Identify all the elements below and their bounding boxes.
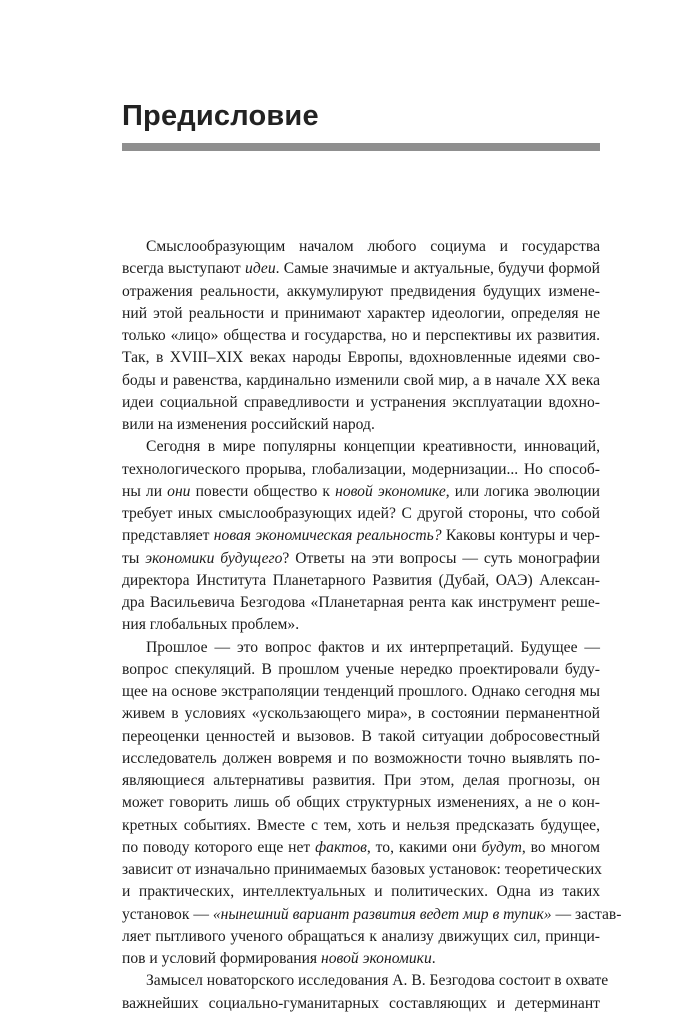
text-line: директора Института Планетарного Развития (Дубай, ОАЭ) Алексан-: [122, 571, 600, 589]
text-line: живем в условиях «ускользающего мира», в состоянии перманентной: [122, 705, 600, 723]
text-line: и практических, интеллектуальных и политических. Одна из таких: [122, 883, 600, 901]
paragraph: [122, 236, 600, 436]
text-line: ния глобальных проблем».: [122, 616, 300, 634]
text-line: ты экономики будущего? Ответы на эти вопросы — суть монографии: [122, 549, 600, 567]
page-title: Предисловие: [122, 100, 319, 132]
text-line: вили на изменения российский народ.: [122, 416, 375, 433]
italic-emphasis: они: [167, 482, 191, 500]
title-rule: [122, 143, 600, 151]
text-line: технологического прорыва, глобализации, модернизации... Но способ-: [122, 460, 600, 478]
text-line: Прошлое — это вопрос фактов и их интерпретаций. Будущее —: [146, 638, 600, 656]
text-line: кретных событиях. Вместе с тем, хоть и нельзя предсказать будущее,: [122, 816, 600, 834]
text-line: являющиеся альтернативы развития. При этом, делая прогнозы, он: [122, 772, 600, 789]
italic-emphasis: «нынешний вариант развития ведет мир в тупик»: [212, 905, 552, 923]
text-line: отражения реальности, аккумулируют предвидения будущих измене-: [122, 282, 600, 300]
text-line: переоценки ценностей и вызовов. В такой ситуации добросовестный: [122, 727, 600, 745]
text-line: по поводу которого еще нет фактов, то, какими они будут, во многом: [122, 838, 600, 856]
text-line: вопрос спекуляций. В прошлом ученые нередко проектировали буду-: [122, 660, 600, 678]
text-line: всегда выступают идеи. Самые значимые и актуальные, будучи формой: [122, 260, 600, 278]
italic-emphasis: идеи: [245, 260, 276, 278]
text-line: дра Васильевича Безгодова «Планетарная рента как инструмент реше-: [122, 594, 600, 611]
text-line: зависит от изначально принимаемых базовых установок: теоретических: [122, 861, 602, 878]
text-line: исследователь должен вовремя и по возможности точно выявлять по-: [122, 749, 600, 767]
text-line: только «лицо» общества и государства, но и перспективы их развития.: [122, 327, 600, 344]
paragraph: [122, 436, 600, 636]
italic-emphasis: новой экономики: [321, 950, 432, 967]
text-line: Так, в XVIII–XIX веках народы Европы, вдохновленные идеями сво-: [122, 349, 600, 367]
text-line: боды и равенства, кардинально изменили свой мир, а в начале XX века: [122, 371, 600, 389]
text-line: установок — «нынешний вариант развития ведет мир в тупик» — застав-: [122, 905, 622, 923]
paragraph: [122, 637, 622, 971]
italic-emphasis: новая экономическая реальность?: [213, 527, 442, 545]
italic-emphasis: фактов: [315, 838, 367, 856]
text-line: Смыслообразующим началом любого социума и государства: [146, 238, 600, 255]
paragraph: [122, 970, 609, 1015]
text-line: важнейших социально-гуманитарных составляющих и детерминант: [122, 994, 600, 1012]
text-line: ны ли они повести общество к новой экономике, или логика эволюции: [122, 482, 600, 500]
text-line: ляет пытливого ученого обращаться к анализу движущих сил, принци-: [122, 927, 600, 945]
body-text: [122, 236, 622, 1015]
italic-emphasis: будут: [481, 838, 522, 856]
text-line: идеи социальной справедливости и устранения эксплуатации вдохно-: [122, 393, 600, 411]
text-line: пов и условий формирования новой экономики.: [122, 950, 436, 967]
text-line: может говорить лишь об общих структурных изменениях, а не о кон-: [122, 794, 600, 812]
italic-emphasis: новой экономике: [335, 482, 446, 500]
text-line: требует иных смыслообразующих идей? С другой стороны, что собой: [122, 505, 600, 522]
text-line: щее на основе экстраполяции тенденций прошлого. Однако сегодня мы: [122, 683, 600, 700]
text-line: представляет новая экономическая реальность? Каковы контуры и чер-: [122, 527, 600, 545]
text-line: Замысел новаторского исследования А. В. Безгодова состоит в охвате: [146, 972, 609, 990]
italic-emphasis: экономики будущего: [145, 549, 283, 567]
text-line: Сегодня в мире популярны концепции креативности, инноваций,: [146, 438, 600, 456]
text-line: ний этой реальности и принимают характер идеологии, определяя не: [122, 304, 600, 322]
